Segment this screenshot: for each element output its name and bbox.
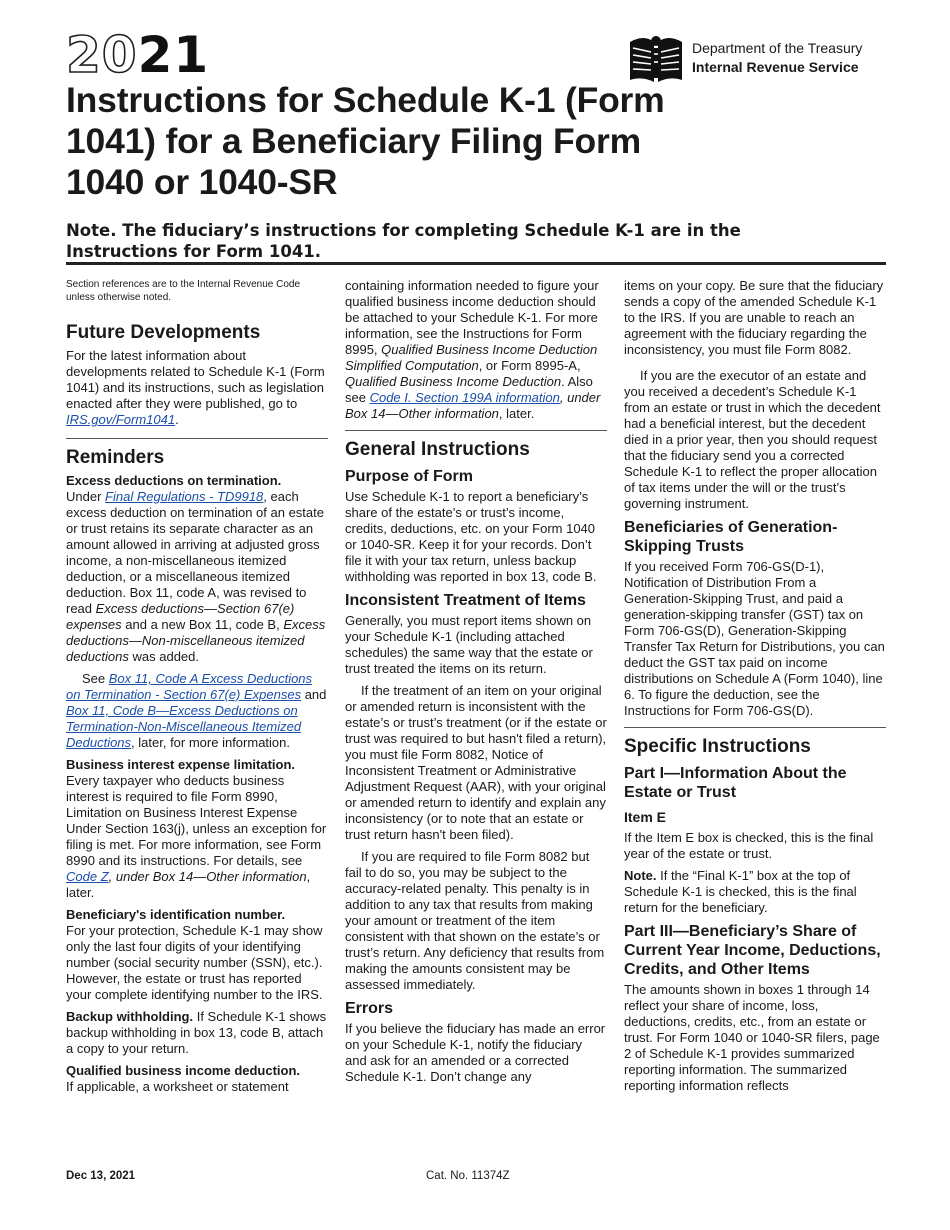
item-e-heading: Item E [624,809,667,825]
catalog-number: Cat. No. 11374Z [426,1170,510,1182]
business-interest-paragraph: Business interest expense limitation. Every taxpayer who deducts business interest is required to file Form 8990, Limitation on Business Interest Expense Under Section 163(j), unless an exception for filing is met. For more information, see Form 8990 and its instructions. For details, see Code Z, under Box 14—Other information, later. [66,757,327,900]
page-title: Instructions for Schedule K-1 (Form 1041) for a Beneficiary Filing Form 1040 or 1040-SR [66,80,665,202]
qbi-continued-paragraph: containing information needed to figure your qualified business income deduction should be attached to your Schedule K-1. For more information, see the Instructions for Form 8995, Qualified Business Income Deduction Simplified Computation, or Form 8995-A, Qualified Business Income Deduction. Also see Code I. Section 199A information, under Box 14—Other information, later. [345,278,601,421]
inconsistent-paragraph-2: If the treatment of an item on your original or amended return is inconsistent with the estate’s or trust’s treatment (or if the estate or trust was required to but hasn't filed a return), you must file Form 8082, Notice of Inconsistent Treatment or Administrative Adjustment Request (AAR), with your original or amended return to identify and explain any inconsistency (or to note that an estate or trust return hasn't been filed). [345,683,607,842]
gst-heading: Beneficiaries of Generation-Skipping Trusts [624,519,838,555]
backup-withholding-paragraph: Backup withholding. If Schedule K-1 shows backup withholding in box 13, code B, attach a copy to your return. [66,1009,327,1056]
excess-deductions-paragraph: Excess deductions on termination. Under Final Regulations - TD9918, each excess deduction on termination of an estate or trust retains its separate character as an amount allowed in arriving at adjusted gross income, a non-miscellaneous itemized deduction, or a miscellaneous itemized deduction. Box 11, code A, was revised to read Excess deductions—Section 67(e) expenses and a new Box 11, code B, Excess deductions—Non-miscellaneous itemized deductions was added. [66,473,326,664]
errors-continued: items on your copy. Be sure that the fiduciary sends a copy of the amended Schedule K-1 to the IRS. If you are unable to reach an agreement with the fiduciary regarding the inconsistency, you must file Form 8082. [624,278,884,357]
part3-heading: Part III—Beneficiary’s Share of Current Year Income, Deductions, Credits, and Other Items [624,923,881,978]
column-2 [345,278,607,1091]
box11-code-a-link[interactable]: Box 11, Code A Excess Deductions on Termination - Section 67(e) Expenses [66,671,313,702]
see-box11-paragraph: See Box 11, Code A Excess Deductions on Termination - Section 67(e) Expenses and Box 11, Code B—Excess Deductions on Termination-Non-Miscellaneous Itemized Deductions, later, for more information. [66,671,327,750]
column-3 [624,278,886,1100]
part3-text: The amounts shown in boxes 1 through 14 reflect your share of income, loss, deductions, credits, etc., from an estate or trust. For Form 1040 or 1040-SR filers, page 2 of Schedule K-1 provides summarized reporting information. The summarized reporting information reflects [624,982,880,1093]
reminders-heading: Reminders [66,447,165,468]
beneficiary-id-paragraph: Beneficiary's identification number. For your protection, Schedule K-1 may show only the last four digits of your identifying number (social security number (SSN), etc.). However, the estate or trust has reported your complete identifying number to the IRS. [66,907,323,1002]
code-z-link[interactable]: Code Z [66,869,109,884]
final-k1-note: Note. If the “Final K-1” box at the top of Schedule K-1 is checked, this is the final return for the beneficiary. [624,868,857,915]
box11-code-b-link[interactable]: Box 11, Code B—Excess Deductions on Termination-Non-Miscellaneous Itemized Deductions [66,703,302,750]
part1-heading: Part I—Information About the Estate or Trust [624,765,847,801]
year-outline: 20 [66,26,138,84]
dept-name: Department of the Treasury [692,40,863,56]
column-1 [66,278,328,1101]
gst-text: If you received Form 706-GS(D-1), Notification of Distribution From a Generation-Skipping Trust, and paid a generation-skipping transfer (GST) tax on Form 706-GS(D), Generation-Skipping Transfer Tax Return for Distributions, you can deduct the GST tax paid on income distributions on Schedule A (Form 1040), line 6. To figure the deduction, see the Instructions for Form 706-GS(D). [624,559,885,718]
purpose-text: Use Schedule K-1 to report a beneficiary’s share of the estate’s or trust’s income, credits, deductions, etc. on your Form 1040 or 1040-SR. Keep it for your records. Don’t file it with your tax return, unless backup withholding was reported in box 13, code B. [345,489,597,584]
divider [66,438,328,439]
executor-paragraph: If you are the executor of an estate and you received a decedent’s Schedule K-1 from an estate or trust in which the decedent had a beneficial interest, but the decedent died in a prior year, then you should request that the fiduciary send you a corrected Schedule K-1 to reflect the proper allocation of tax items under the will or the trust’s governing instrument. [624,368,881,511]
qbi-paragraph: Qualified business income deduction. If applicable, a worksheet or statement [66,1063,301,1094]
specific-instructions-heading: Specific Instructions [624,736,811,757]
errors-text: If you believe the fiduciary has made an error on your Schedule K-1, notify the fiduciary and ask for an amended or a corrected Schedule K-1. Don’t change any [345,1021,606,1084]
final-regulations-link[interactable]: Final Regulations - TD9918 [105,489,264,504]
form-year [66,26,210,84]
section-refs: Section references are to the Internal Revenue Code unless otherwise noted. [66,279,301,303]
inconsistent-treatment-heading: Inconsistent Treatment of Items [345,592,586,609]
general-instructions-heading: General Instructions [345,439,530,460]
inconsistent-paragraph-3: If you are required to file Form 8082 but fail to do so, you may be subject to the accuracy-related penalty. This penalty is in addition to any tax that results from making your amount or treatment of the item consistent with that shown on the estate’s or trust’s return. Any deficiency that results from making the amounts consistent may be assessed immediately. [345,849,605,992]
irs-name: Internal Revenue Service [692,59,859,75]
divider [345,430,607,431]
irs-form1041-link[interactable]: IRS.gov/Form1041 [66,412,176,427]
footer-date: Dec 13, 2021 [66,1170,136,1182]
future-developments-text: For the latest information about developments related to Schedule K-1 (Form 1041) and its instructions, such as legislation enacted after they were published, go to IRS.gov/Form1041. [66,348,325,427]
item-e-text: If the Item E box is checked, this is the final year of the estate or trust. [624,830,874,861]
purpose-heading: Purpose of Form [345,468,474,485]
errors-heading: Errors [345,1000,394,1017]
divider [624,727,886,728]
header-note: Note. The fiduciary’s instructions for completing Schedule K-1 are in the Instructions for Form 1041. [66,221,741,261]
header-rule [66,262,886,265]
future-developments-heading: Future Developments [66,322,261,343]
code-i-section-199a-link[interactable]: Code I. Section 199A information [369,390,560,405]
year-solid: 21 [137,26,210,84]
inconsistent-paragraph-1: Generally, you must report items shown on your Schedule K-1 (including attached schedules) the same way that the estate or trust treated the items on its return. [345,613,593,676]
